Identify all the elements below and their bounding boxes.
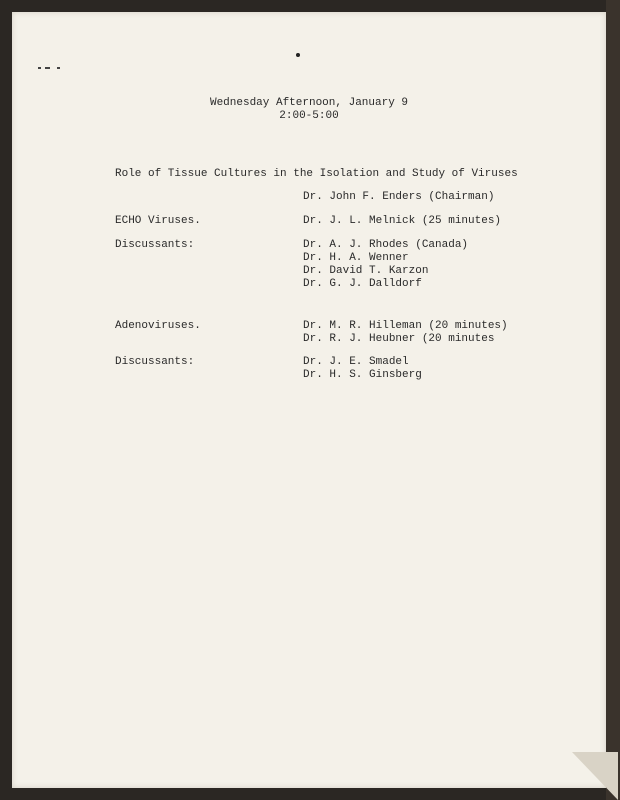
folded-corner [572,752,618,800]
adeno-discussant: Dr. J. E. Smadel [303,356,409,368]
session-title: Role of Tissue Cultures in the Isolation and Study of Viruses [115,168,518,180]
stray-mark [38,67,41,69]
echo-discussants-label: Discussants: [115,239,195,251]
chairman-line: Dr. John F. Enders (Chairman) [303,191,495,203]
echo-speaker: Dr. J. L. Melnick (25 minutes) [303,215,502,227]
stray-mark [57,67,60,69]
echo-discussant: Dr. A. J. Rhodes (Canada) [303,239,469,251]
echo-topic: ECHO Viruses. [115,215,201,227]
day-line: Wednesday Afternoon, January 9 [209,97,409,109]
echo-discussant: Dr. David T. Karzon [303,265,429,277]
adeno-speaker: Dr. M. R. Hilleman (20 minutes) [303,320,508,332]
stray-mark [45,67,50,69]
adeno-discussants-label: Discussants: [115,356,195,368]
echo-discussant: Dr. G. J. Dalldorf [303,278,422,290]
time-line: 2:00-5:00 [279,110,339,122]
paper-sheet [12,12,606,788]
scan-background-edge [606,0,620,800]
echo-discussant: Dr. H. A. Wenner [303,252,409,264]
adeno-speaker: Dr. R. J. Heubner (20 minutes [303,333,495,345]
punch-mark [296,53,300,57]
adeno-topic: Adenoviruses. [115,320,201,332]
adeno-discussant: Dr. H. S. Ginsberg [303,369,422,381]
